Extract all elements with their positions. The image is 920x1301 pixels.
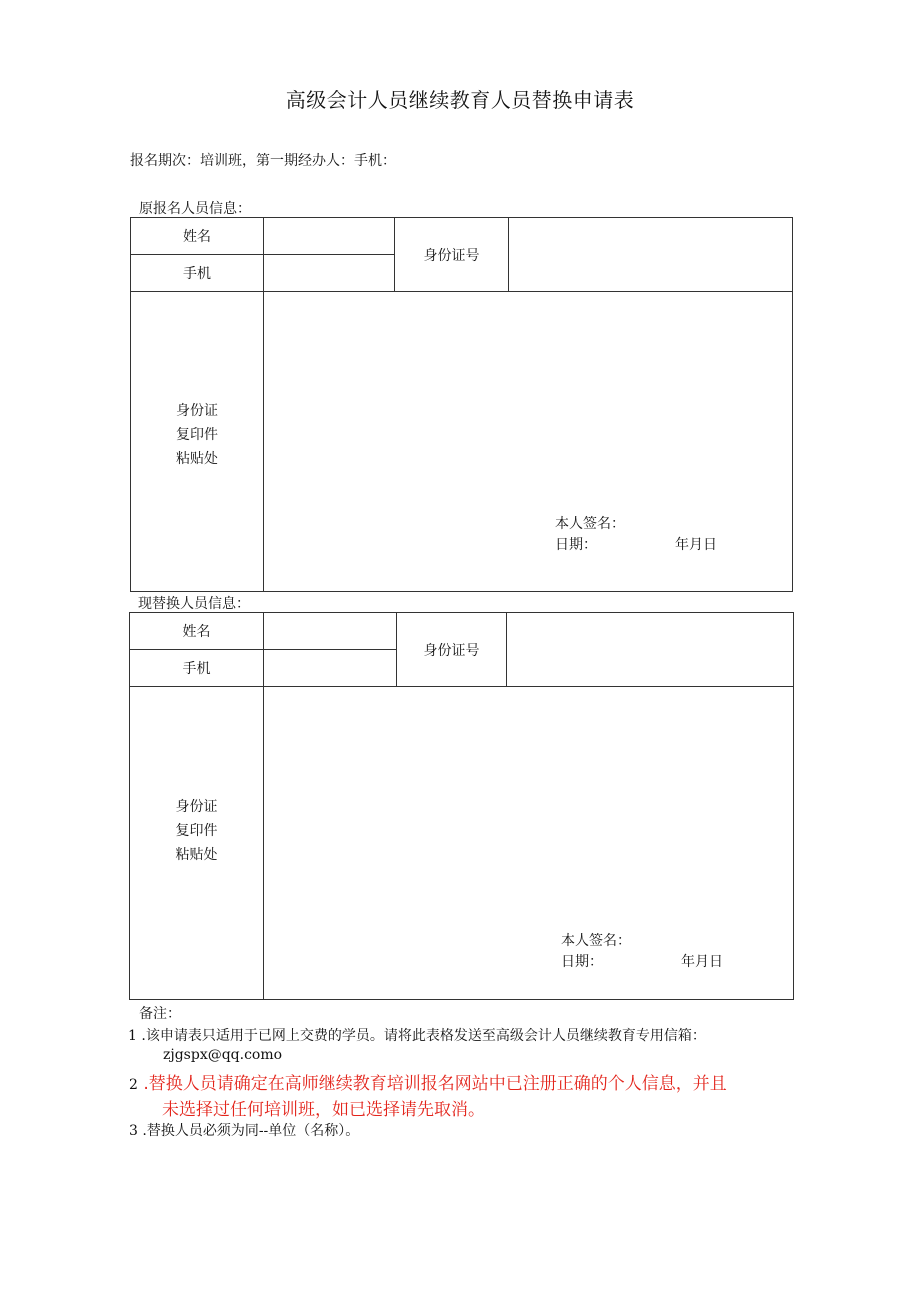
note-text-line1: .替换人员请确定在高师继续教育培训报名网站中已注册正确的个人信息，并且 bbox=[143, 1074, 727, 1094]
paste-line: 粘贴处 bbox=[175, 847, 218, 863]
original-date-row bbox=[555, 535, 717, 556]
original-id-copy-label bbox=[131, 292, 264, 592]
paste-line: 身份证 bbox=[175, 799, 218, 815]
replacement-date-row bbox=[561, 952, 723, 973]
original-name-label: 姓名 bbox=[131, 218, 264, 255]
original-info-table bbox=[130, 217, 793, 592]
original-id-field[interactable] bbox=[509, 218, 793, 292]
note-number: 2 bbox=[129, 1077, 138, 1093]
original-phone-label: 手机 bbox=[131, 255, 264, 292]
replacement-phone-field[interactable] bbox=[264, 650, 397, 687]
replacement-id-label: 身份证号 bbox=[397, 613, 507, 687]
replacement-id-field[interactable] bbox=[507, 613, 794, 687]
original-date-label: 日期： bbox=[555, 537, 597, 553]
paste-line: 粘贴处 bbox=[176, 450, 218, 467]
original-id-label: 身份证号 bbox=[395, 218, 509, 292]
original-id-copy-area[interactable] bbox=[264, 292, 793, 592]
note-number: 3 bbox=[129, 1123, 138, 1139]
replacement-phone-label: 手机 bbox=[130, 650, 264, 687]
replacement-date-suffix: 年月日 bbox=[681, 954, 723, 970]
page-title: 高级会计人员继续教育人员替换申请表 bbox=[285, 88, 635, 112]
replacement-section-label: 现替换人员信息： bbox=[138, 596, 250, 612]
note-1 bbox=[128, 1025, 706, 1045]
replacement-id-copy-label bbox=[130, 687, 264, 1000]
replacement-info-table bbox=[129, 612, 794, 1000]
note-1-email: zjgspx@qq.como bbox=[163, 1047, 283, 1063]
note-text-line2: 未选择过任何培训班，如已选择请先取消。 bbox=[162, 1100, 485, 1120]
original-signature-label: 本人签名： bbox=[555, 516, 625, 532]
paste-line: 复印件 bbox=[175, 823, 218, 839]
original-date-suffix: 年月日 bbox=[675, 537, 717, 553]
registration-meta: 报名期次：培训班，第一期经办人：手机： bbox=[130, 153, 396, 169]
original-phone-field[interactable] bbox=[264, 255, 395, 292]
replacement-date-label: 日期： bbox=[561, 954, 603, 970]
replacement-signature-block bbox=[561, 931, 723, 973]
paste-line: 身份证 bbox=[176, 402, 218, 419]
original-name-field[interactable] bbox=[264, 218, 395, 255]
notes-label: 备注： bbox=[139, 1006, 181, 1022]
paste-line: 复印件 bbox=[176, 426, 218, 443]
note-text: .该申请表只适用于已网上交费的学员。请将此表格发送至高级会计人员继续教育专用信箱： bbox=[141, 1028, 706, 1044]
replacement-name-label: 姓名 bbox=[130, 613, 264, 650]
note-3 bbox=[129, 1120, 359, 1140]
note-number: 1 bbox=[128, 1028, 137, 1044]
note-2 bbox=[129, 1072, 727, 1123]
note-text: .替换人员必须为同--单位（名称）。 bbox=[142, 1123, 360, 1139]
replacement-name-field[interactable] bbox=[264, 613, 397, 650]
replacement-id-copy-area[interactable] bbox=[264, 687, 794, 1000]
replacement-signature-label: 本人签名： bbox=[561, 933, 631, 949]
original-signature-block bbox=[555, 514, 717, 556]
original-section-label: 原报名人员信息： bbox=[139, 201, 251, 217]
